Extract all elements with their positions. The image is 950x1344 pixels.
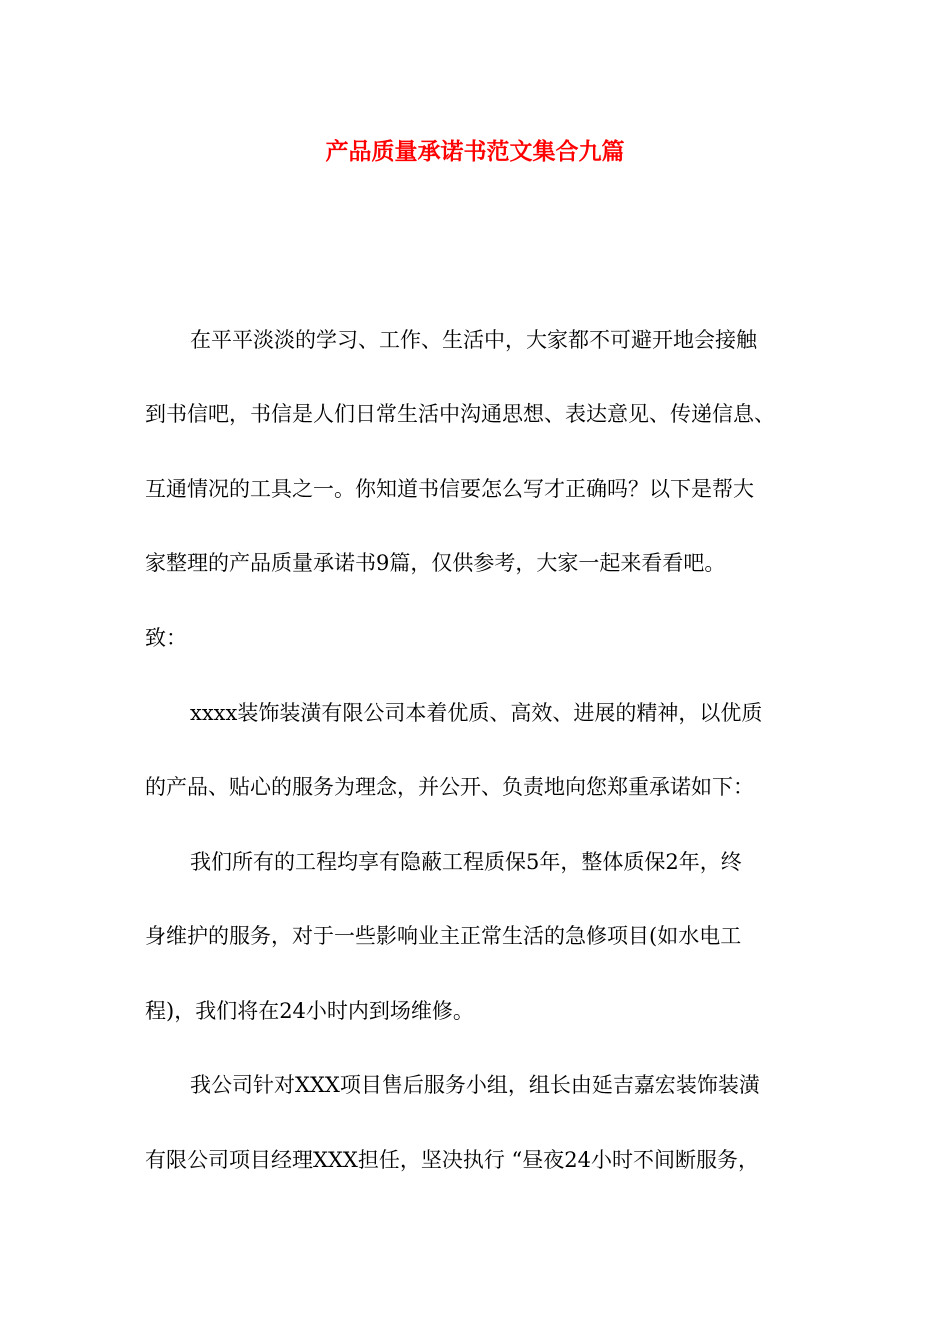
paragraph-line: 在平平淡淡的学习、工作、生活中，大家都不可避开地会接触: [190, 328, 757, 352]
paragraph-line: 互通情况的工具之一。你知道书信要怎么写才正确吗？以下是帮大: [145, 477, 754, 501]
paragraph-line: 身维护的服务，对于一些影响业主正常生活的急修项目(如水电工: [145, 924, 742, 948]
paragraph-line: 有限公司项目经理XXX担任，坚决执行 “昼夜24小时不间断服务，: [145, 1148, 759, 1172]
paragraph-line: 我们所有的工程均享有隐蔽工程质保5年，整体质保2年，终: [190, 850, 742, 874]
paragraph-line: xxxx装饰装潢有限公司本着优质、高效、进展的精神，以优质: [190, 701, 763, 725]
paragraph-line: 家整理的产品质量承诺书9篇，仅供参考，大家一起来看看吧。: [145, 551, 726, 575]
paragraph-line: 到书信吧，书信是人们日常生活中沟通思想、表达意见、传递信息、: [145, 402, 775, 426]
document-title: 产品质量承诺书范文集合九篇: [325, 138, 625, 165]
paragraph-line: 程)，我们将在24小时内到场维修。: [145, 999, 474, 1023]
salutation-line: 致：: [145, 626, 187, 650]
paragraph-line: 我公司针对XXX项目售后服务小组，组长由延吉嘉宏装饰装潢: [190, 1073, 760, 1097]
paragraph-line: 的产品、贴心的服务为理念，并公开、负责地向您郑重承诺如下：: [145, 775, 754, 799]
